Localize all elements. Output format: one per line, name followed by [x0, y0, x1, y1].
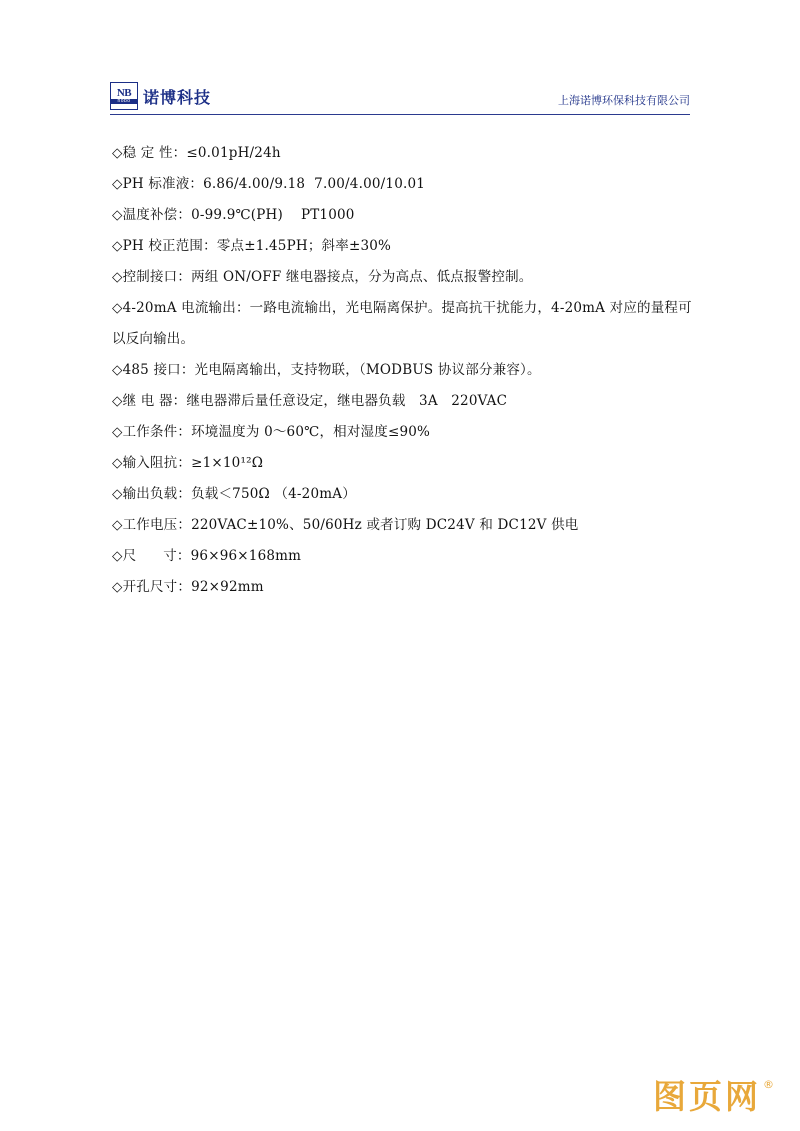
logo-mark-initials: NB — [116, 87, 132, 99]
spec-item: ◇输入阻抗：≥1×10¹²Ω — [112, 455, 264, 471]
watermark — [653, 1077, 774, 1116]
spec-item: ◇控制接口：两组 ON/OFF 继电器接点，分为高点、低点报警控制。 — [112, 269, 533, 285]
spec-item: ◇继 电 器：继电器滞后量任意设定，继电器负载 3A 220VAC — [112, 393, 508, 409]
spec-item: ◇稳 定 性：≤0.01pH/24h — [112, 145, 281, 161]
company-name: 上海诺博环保科技有限公司 — [558, 94, 690, 107]
spec-item: ◇PH 标准液：6.86/4.00/9.18 7.00/4.00/10.01 — [112, 176, 426, 192]
spec-item: ◇输出负载：负载＜750Ω （4-20mA） — [112, 486, 356, 502]
spec-item: ◇工作条件：环境温度为 0～60℃，相对湿度≤90% — [112, 424, 431, 440]
spec-item: ◇4-20mA 电流输出：一路电流输出，光电隔离保护。提高抗干扰能力，4-20mA 对应的量程可以反向输出。 — [112, 300, 692, 347]
watermark-registered-mark: ® — [763, 1078, 774, 1091]
logo-mark-subtext: nobo — [111, 99, 137, 104]
spec-item: ◇尺 寸：96×96×168mm — [112, 548, 302, 564]
brand-logo — [110, 82, 211, 114]
spec-item: ◇工作电压：220VAC±10%、50/60Hz 或者订购 DC24V 和 DC12V 供电 — [112, 517, 579, 533]
spec-item: ◇485 接口：光电隔离输出，支持物联，（MODBUS 协议部分兼容）。 — [112, 362, 541, 378]
watermark-text: 图页网 — [653, 1077, 761, 1116]
spec-item: ◇开孔尺寸：92×92mm — [112, 579, 264, 595]
specification-list — [112, 138, 692, 603]
logo-mark-icon — [110, 82, 138, 110]
brand-name: 诺博科技 — [143, 87, 212, 107]
spec-item: ◇PH 校正范围：零点±1.45PH；斜率±30% — [112, 238, 392, 254]
spec-item: ◇温度补偿：0-99.9℃(PH) PT1000 — [112, 207, 355, 223]
page-header — [110, 70, 690, 115]
